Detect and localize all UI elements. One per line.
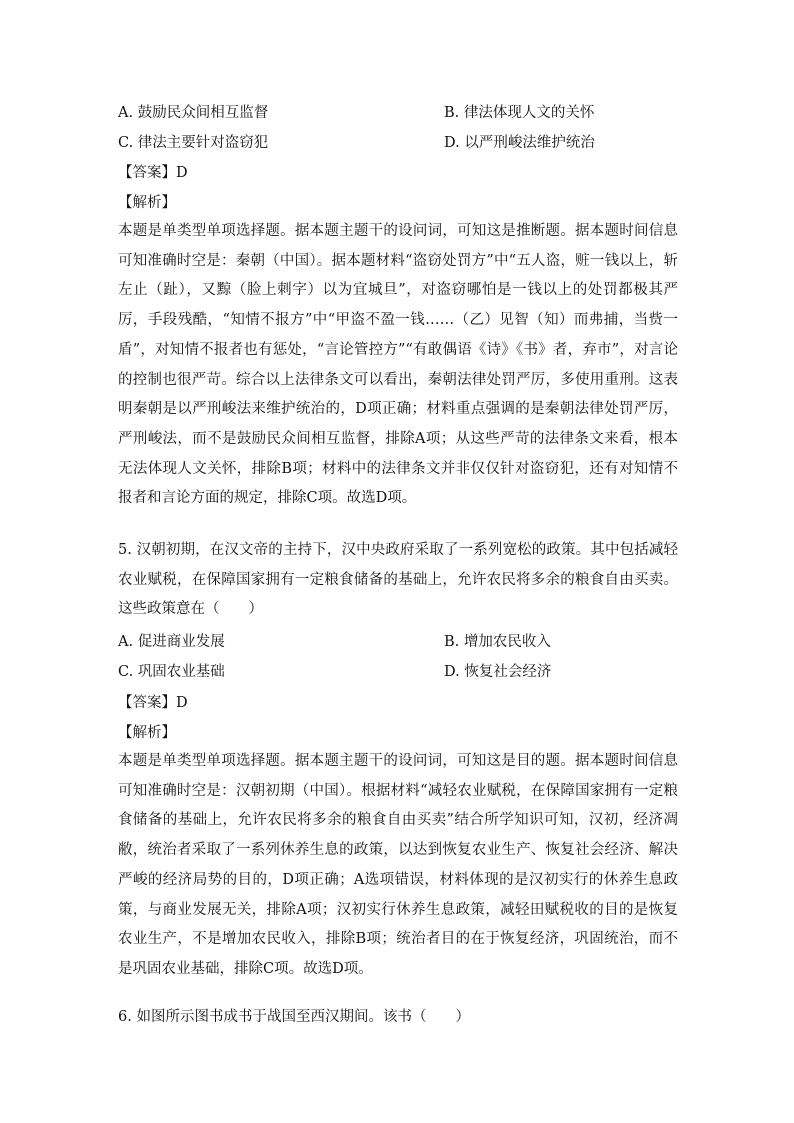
q5-option-c[interactable]: C. 巩固农业基础	[118, 664, 225, 680]
q6-stem: 6. 如图所示图书成书于战国至西汉期间。该书（ ）	[118, 1009, 470, 1025]
q4-option-b[interactable]: B. 律法体现人文的关怀	[444, 105, 595, 121]
q4-analysis-text: 本题是单类型单项选择题。据本题主题干的设问词，可知这是推断题。据本题时间信息可知准确时空是：秦朝（中国）。据本题材料“盗窃处罚方”中“五人盗，赃一钱以上，斩左止（趾），又黥（脸上刺字）以为宜城旦”，对盗窃哪怕是一钱以上的处罚都极其严厉，手段残酷，“知情不报方”中“甲盗不盈一钱……（乙）见智（知）而弗捕，当赀一盾”，对知情不报者也有惩处，“言论管控方”“有敢偶语《诗》《书》者，弃市”，对言论的控制也很严苛。综合以上法律条文可以看出，秦朝法律处罚严厉，多使用重刑。这表明秦朝是以严刑峻法来维护统治的，D项正确；材料重点强调的是秦朝法律处罚严厉，严刑峻法，而不是鼓励民众间相互监督，排除A项；从这些严苛的法律条文来看，根本无法体现人文关怀，排除B项；材料中的法律条文并非仅仅针对盗窃犯，还有对知情不报者和言论方面的规定，排除C项。故选D项。	[118, 223, 678, 507]
q4-answer: 【答案】D	[118, 165, 188, 181]
q4-option-c[interactable]: C. 律法主要针对盗窃犯	[118, 135, 269, 151]
q5-answer: 【答案】D	[118, 695, 188, 711]
q4-analysis-heading: 【解析】	[118, 195, 176, 211]
q5-analysis-heading: 【解析】	[118, 725, 176, 741]
q5-option-b[interactable]: B. 增加农民收入	[444, 634, 551, 650]
q5-stem: 5. 汉朝初期，在汉文帝的主持下，汉中央政府采取了一系列宽松的政策。其中包括减轻农业赋税，在保障国家拥有一定粮食储备的基础上，允许农民将多余的粮食自由买卖。这些政策意在（ ）	[118, 542, 678, 618]
q5-option-d[interactable]: D. 恢复社会经济	[444, 664, 552, 680]
q5-analysis-text: 本题是单类型单项选择题。据本题主题干的设问词，可知这是目的题。据本题时间信息可知准确时空是：汉朝初期（中国）。根据材料“减轻农业赋税，在保障国家拥有一定粮食储备的基础上，允许农民将多余的粮食自由买卖”结合所学知识可知，汉初，经济凋敝，统治者采取了一系列休养生息的政策，以达到恢复农业生产、恢复社会经济、解决严峻的经济局势的目的，D项正确；A选项错误，材料体现的是汉初实行的休养生息政策，与商业发展无关，排除A项；汉初实行休养生息政策，减轻田赋税收的目的是恢复农业生产，不是增加农民收入，排除B项；统治者目的在于恢复经济，巩固统治，而不是巩固农业基础，排除C项。故选D项。	[118, 753, 678, 977]
q4-option-a[interactable]: A. 鼓励民众间相互监督	[118, 105, 269, 121]
q4-option-d[interactable]: D. 以严刑峻法维护统治	[444, 135, 595, 151]
q5-option-a[interactable]: A. 促进商业发展	[118, 634, 225, 650]
